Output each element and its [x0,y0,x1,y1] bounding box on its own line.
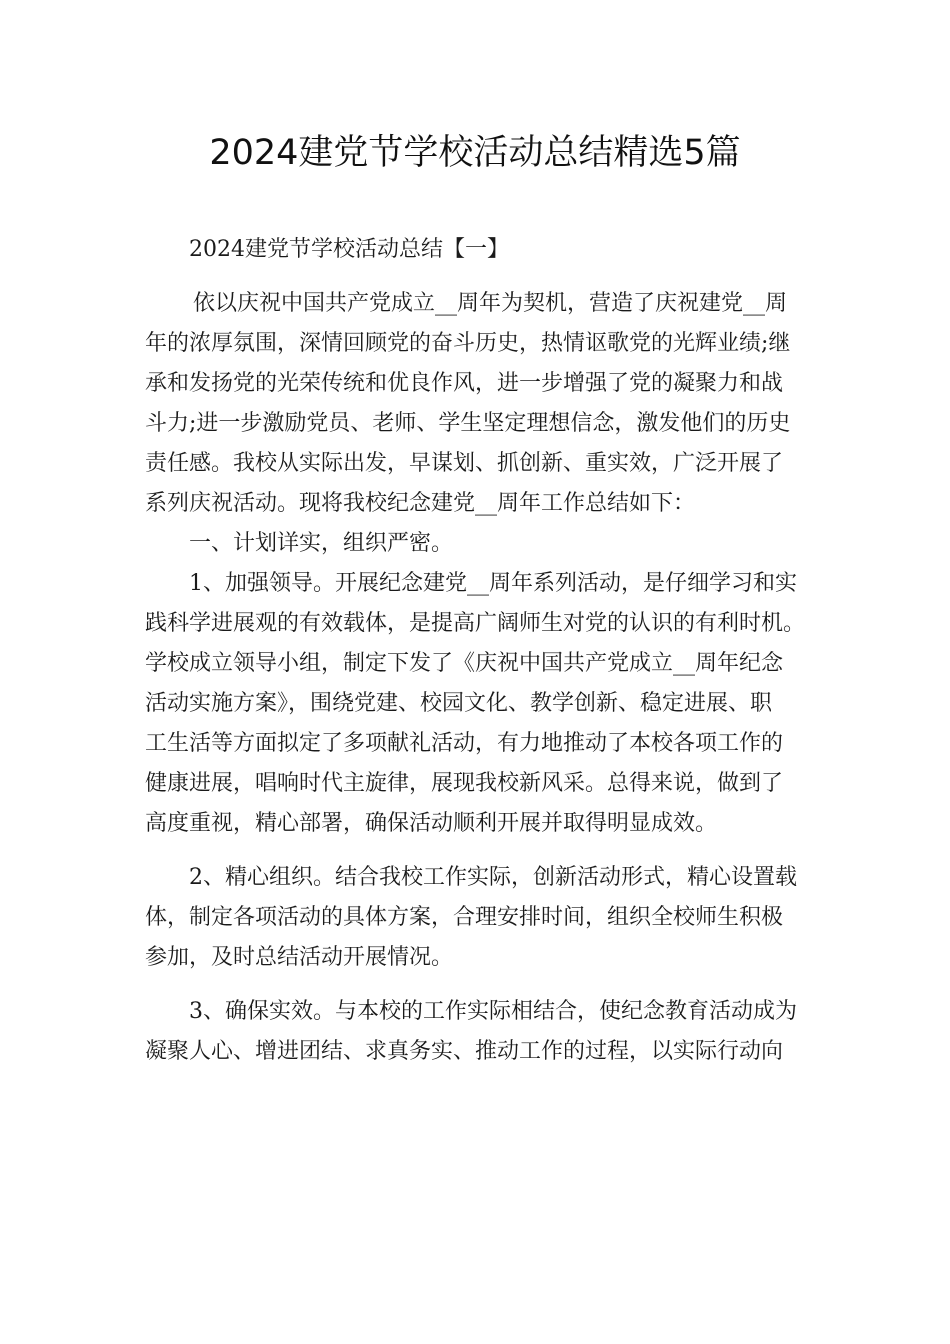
paragraph-line: 学校成立领导小组，制定下发了《庆祝中国共产党成立__周年纪念 [145,651,784,676]
paragraph-line: 系列庆祝活动。现将我校纪念建党__周年工作总结如下： [145,491,696,516]
paragraph-line: 凝聚人心、增进团结、求真务实、推动工作的过程，以实际行动向 [145,1039,784,1064]
paragraph-line: 高度重视，精心部署，确保活动顺利开展并取得明显成效。 [145,811,718,836]
document-title: 2024建党节学校活动总结精选5篇 [209,133,741,173]
paragraph-line: 工生活等方面拟定了多项献礼活动，有力地推动了本校各项工作的 [145,731,784,756]
paragraph-line: 健康进展，唱响时代主旋律，展现我校新风采。总得来说，做到了 [145,771,784,796]
paragraph-line: 体，制定各项活动的具体方案，合理安排时间，组织全校师生积极 [145,905,784,930]
paragraph-line: 承和发扬党的光荣传统和优良作风，进一步增强了党的凝聚力和战 [145,371,784,396]
paragraph-line: 斗力;进一步激励党员、老师、学生坚定理想信念，激发他们的历史 [145,411,791,436]
section-heading: 2024建党节学校活动总结【一】 [189,237,509,262]
paragraph-line: 践科学进展观的有效载体，是提高广阔师生对党的认识的有利时机。 [145,611,806,636]
paragraph-line: 责任感。我校从实际出发，早谋划、抓创新、重实效，广泛开展了 [145,451,784,476]
paragraph-line: 依以庆祝中国共产党成立__周年为契机，营造了庆祝建党__周 [193,291,788,316]
document-body [145,230,810,1072]
paragraph-line: 2、精心组织。结合我校工作实际，创新活动形式，精心设置载 [189,865,797,890]
paragraph-line: 3、确保实效。与本校的工作实际相结合，使纪念教育活动成为 [189,999,797,1024]
paragraph-line: 活动实施方案》，围绕党建、校园文化、教学创新、稳定进展、职 [145,691,773,716]
paragraph-line: 1、加强领导。开展纪念建党__周年系列活动，是仔细学习和实 [189,571,797,596]
paragraph-line: 一、计划详实，组织严密。 [189,531,454,556]
paragraph-line: 年的浓厚氛围，深情回顾党的奋斗历史，热情讴歌党的光辉业绩;继 [145,331,791,356]
paragraph-line: 参加，及时总结活动开展情况。 [145,945,454,970]
